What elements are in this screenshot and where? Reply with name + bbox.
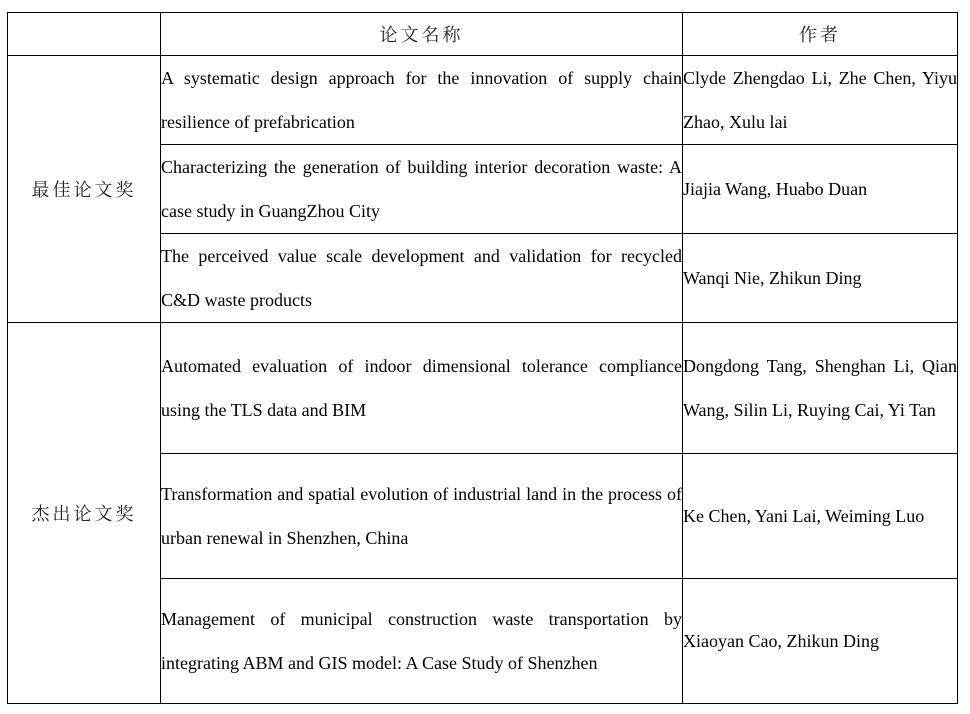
paper-title: A systematic design approach for the innovation of supply chain resilience of prefabrication [161, 56, 683, 145]
paper-authors: Clyde Zhengdao Li, Zhe Chen, Yiyu Zhao, Xulu lai [683, 56, 958, 145]
paper-title: Transformation and spatial evolution of industrial land in the process of urban renewal in Shenzhen, China [161, 454, 683, 579]
table-row [8, 323, 958, 454]
header-category [8, 13, 161, 56]
category-best-paper: 最佳论文奖 [8, 56, 161, 323]
awards-table [7, 12, 958, 704]
paper-authors: Dongdong Tang, Shenghan Li, Qian Wang, Silin Li, Ruying Cai, Yi Tan [683, 323, 958, 454]
paper-title: Characterizing the generation of building interior decoration waste: A case study in GuangZhou City [161, 145, 683, 234]
category-outstanding-paper: 杰出论文奖 [8, 323, 161, 704]
header-authors: 作者 [683, 13, 958, 56]
header-title: 论文名称 [161, 13, 683, 56]
header-row [8, 13, 958, 56]
paper-title: Automated evaluation of indoor dimensional tolerance compliance using the TLS data and BIM [161, 323, 683, 454]
paper-title: Management of municipal construction waste transportation by integrating ABM and GIS model: A Case Study of Shenzhen [161, 579, 683, 704]
table-row [8, 56, 958, 145]
paper-authors: Wanqi Nie, Zhikun Ding [683, 234, 958, 323]
paper-authors: Xiaoyan Cao, Zhikun Ding [683, 579, 958, 704]
paper-authors: Jiajia Wang, Huabo Duan [683, 145, 958, 234]
paper-title: The perceived value scale development and validation for recycled C&D waste products [161, 234, 683, 323]
paper-authors: Ke Chen, Yani Lai, Weiming Luo [683, 454, 958, 579]
